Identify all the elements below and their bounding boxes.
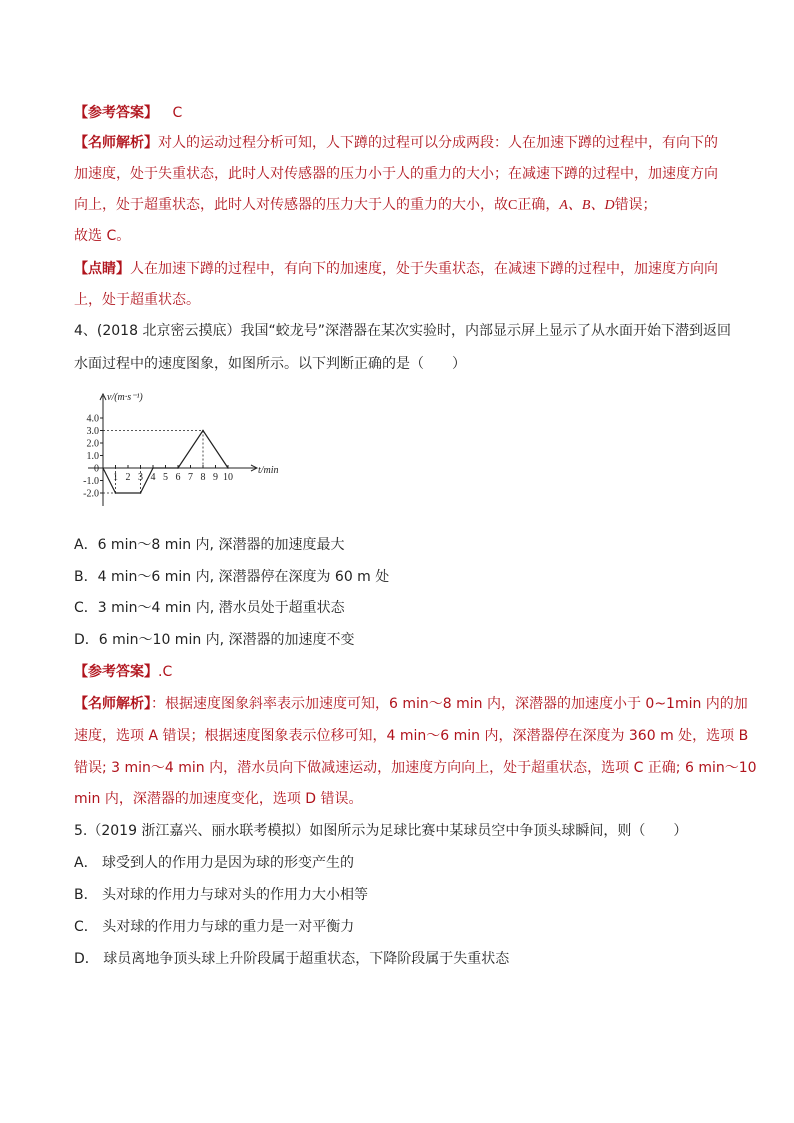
- point-1-line-1: [74, 259, 718, 279]
- v-axis-label: v/(m·s⁻¹): [107, 392, 143, 403]
- analysis-1-text-3b: C: [508, 198, 518, 213]
- question-5-option-a: A． 球受到人的作用力是因为球的形变产生的: [74, 855, 355, 871]
- question-5-line-1: 5.（2019 浙江嘉兴、丽水联考模拟）如图所示为足球比赛中某球员空中争顶头球瞬间，则（ ）: [74, 823, 688, 839]
- analysis-2-text-1: ：根据速度图象斜率表示加速度可知，6 min～8 min 内，深潜器的加速度小于 0~1min 内的加: [151, 696, 748, 712]
- analysis-1-line-4: 故选 C。: [74, 228, 131, 244]
- velocity-point: [152, 467, 154, 469]
- x-tick-label: 6: [175, 472, 181, 483]
- analysis-2-line-3: 错误; 3 min～4 min 内，潜水员向下做减速运动，加速度方向向上，处于超重状态，选项 C 正确; 6 min～10: [74, 760, 757, 776]
- x-tick-label: 4: [150, 472, 156, 483]
- t-axis-label: t/min: [258, 465, 279, 476]
- y-tick-label: 2.0: [86, 438, 99, 450]
- x-tick-label: 5: [163, 472, 168, 483]
- analysis-1-text-3d: A、B、D: [559, 198, 615, 213]
- answer-2-value: .C: [158, 664, 173, 680]
- question-5-option-d: D． 球员离地争顶头球上升阶段属于超重状态，下降阶段属于失重状态: [74, 951, 510, 967]
- answer-1-value: C: [172, 105, 183, 121]
- velocity-point: [140, 492, 142, 494]
- answer-2-label: 【参考答案】: [74, 664, 158, 680]
- velocity-point: [177, 467, 179, 469]
- question-4-option-b: B．4 min～6 min 内, 深潜器停在深度为 60 m 处: [74, 569, 390, 585]
- velocity-point: [102, 467, 104, 469]
- y-tick-label: -2.0: [83, 488, 99, 500]
- x-tick-label: 2: [125, 472, 131, 483]
- analysis-1-line-3: [74, 195, 657, 216]
- velocity-time-graph: [78, 388, 288, 518]
- answer-2-line: [74, 662, 172, 682]
- x-tick-label: 3: [138, 472, 143, 483]
- point-1-text-1: 人在加速下蹲的过程中，有向下的加速度，处于失重状态，在减速下蹲的过程中，加速度方向向: [130, 261, 718, 277]
- analysis-2-line-2: 速度，选项 A 错误；根据速度图象表示位移可知，4 min～6 min 内，深潜器停在深度为 360 m 处，选项 B: [74, 728, 749, 744]
- analysis-2-line-1: [74, 694, 748, 714]
- question-4-option-c: C．3 min～4 min 内, 潜水员处于超重状态: [74, 600, 345, 616]
- question-4-line-2: 水面过程中的速度图象，如图所示。以下判断正确的是（ ）: [74, 356, 466, 372]
- y-tick-label: 4.0: [86, 413, 99, 425]
- analysis-1-text-3e: 错误；: [614, 197, 657, 213]
- velocity-point: [115, 492, 117, 494]
- x-tick-label: 7: [188, 472, 193, 483]
- velocity-point: [227, 467, 229, 469]
- x-tick-label: 1: [113, 472, 118, 483]
- analysis-2-label: 【名师解析】: [74, 696, 151, 712]
- analysis-1-text-1: 对人的运动过程分析可知，人下蹲的过程可以分成两段：人在加速下蹲的过程中，有向下的: [158, 135, 718, 151]
- velocity-point: [202, 430, 204, 432]
- analysis-1-text-3c: 正确，: [517, 197, 560, 213]
- answer-1-line: [74, 103, 182, 123]
- y-tick-label: 0: [94, 463, 99, 475]
- question-4-option-d: D．6 min～10 min 内, 深潜器的加速度不变: [74, 632, 355, 648]
- x-tick-label: 9: [213, 472, 218, 483]
- point-1-label: 【点睛】: [74, 261, 130, 277]
- analysis-1-label: 【名师解析】: [74, 135, 158, 151]
- y-tick-label: 3.0: [86, 426, 99, 437]
- question-5-option-c: C． 头对球的作用力与球的重力是一对平衡力: [74, 919, 355, 935]
- question-5-option-b: B． 头对球的作用力与球对头的作用力大小相等: [74, 887, 369, 903]
- x-tick-label: 8: [200, 472, 206, 483]
- analysis-1-line-1: [74, 133, 718, 153]
- y-tick-label: -1.0: [83, 476, 99, 487]
- answer-1-label: 【参考答案】: [74, 105, 158, 121]
- analysis-1-line-2: 加速度，处于失重状态，此时人对传感器的压力小于人的重力的大小；在减速下蹲的过程中，加速度方向: [74, 166, 718, 182]
- analysis-1-text-3a: 向上，处于超重状态，此时人对传感器的压力大于人的重力的大小，故: [74, 197, 508, 213]
- analysis-2-line-4: min 内，深潜器的加速度变化，选项 D 错误。: [74, 791, 363, 807]
- point-1-line-2: 上，处于超重状态。: [74, 292, 200, 308]
- question-4-option-a: A．6 min～8 min 内, 深潜器的加速度最大: [74, 537, 345, 553]
- velocity-series-line: [103, 431, 228, 494]
- y-tick-label: 1.0: [86, 451, 99, 462]
- question-4-line-1: 4、(2018 北京密云摸底）我国“蛟龙号”深潜器在某次实验时，内部显示屏上显示了从水面开始下潜到返回: [74, 323, 731, 339]
- x-tick-label: 10: [223, 472, 233, 483]
